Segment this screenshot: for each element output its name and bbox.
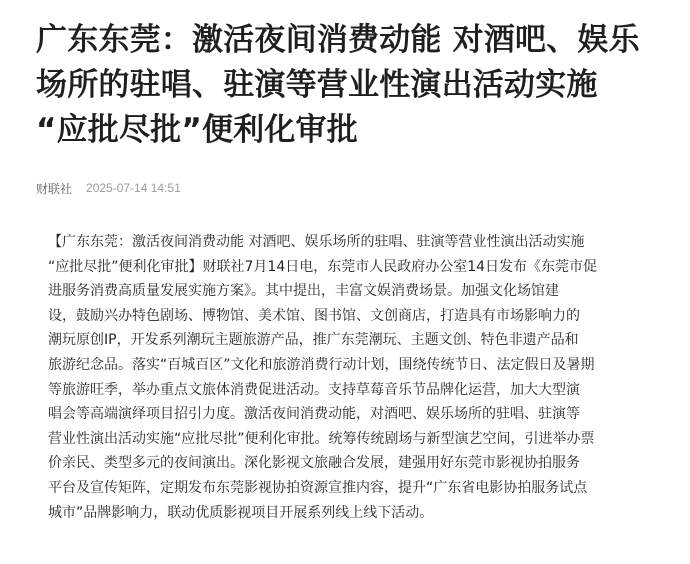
body-line: 平台及宣传矩阵，定期发布东莞影视协拍资源宣推内容，提升“广东省电影协拍服务试点 [48, 479, 588, 496]
body-line: 城市”品牌影响力，联动优质影视项目开展系列线上线下活动。 [48, 504, 434, 521]
title-line: 场所的驻唱、驻演等营业性演出活动实施 [36, 67, 598, 103]
body-line: 设，鼓励兴办特色剧场、博物馆、美术馆、图书馆、文创商店，打造具有市场影响力的 [48, 307, 580, 324]
body-line: 营业性演出活动实施“应批尽批”便利化审批。统筹传统剧场与新型演艺空间，引进举办票 [48, 430, 595, 447]
title-line: “应批尽批”便利化审批 [36, 112, 358, 148]
article-source[interactable]: 财联社 [36, 181, 73, 196]
article-title [36, 18, 652, 153]
body-line: 进服务消费高质量发展实施方案》。其中提出，丰富文娱消费场景。加强文化场馆建 [48, 283, 559, 300]
body-line: 【广东东莞：激活夜间消费动能 对酒吧、娱乐场所的驻唱、驻演等营业性演出活动实施 [48, 234, 585, 250]
article-meta [36, 179, 652, 197]
title-line: 广东东莞：激活夜间消费动能 对酒吧、娱乐 [36, 22, 640, 58]
article-body [48, 230, 652, 525]
body-line: “应批尽批”便利化审批】财联社7月14日电，东莞市人民政府办公室14日发布《东莞市促 [48, 258, 598, 275]
body-line: 潮玩原创IP，开发系列潮玩主题旅游产品，推广东莞潮玩、主题文创、特色非遗产品和 [48, 332, 579, 349]
body-line: 旅游纪念品。落实“百城百区”文化和旅游消费行动计划，围绕传统节日、法定假日及暑期 [48, 356, 595, 373]
body-line: 唱会等高端演绎项目招引力度。激活夜间消费动能，对酒吧、娱乐场所的驻唱、驻演等 [48, 406, 580, 423]
article-timestamp: 2025-07-14 14:51 [86, 181, 181, 195]
body-line: 等旅游旺季，举办重点文旅体消费促进活动。支持草莓音乐节品牌化运营，加大大型演 [48, 381, 580, 398]
body-line: 价亲民、类型多元的夜间演出。深化影视文旅融合发展，建强用好东莞市影视协拍服务 [48, 455, 580, 472]
